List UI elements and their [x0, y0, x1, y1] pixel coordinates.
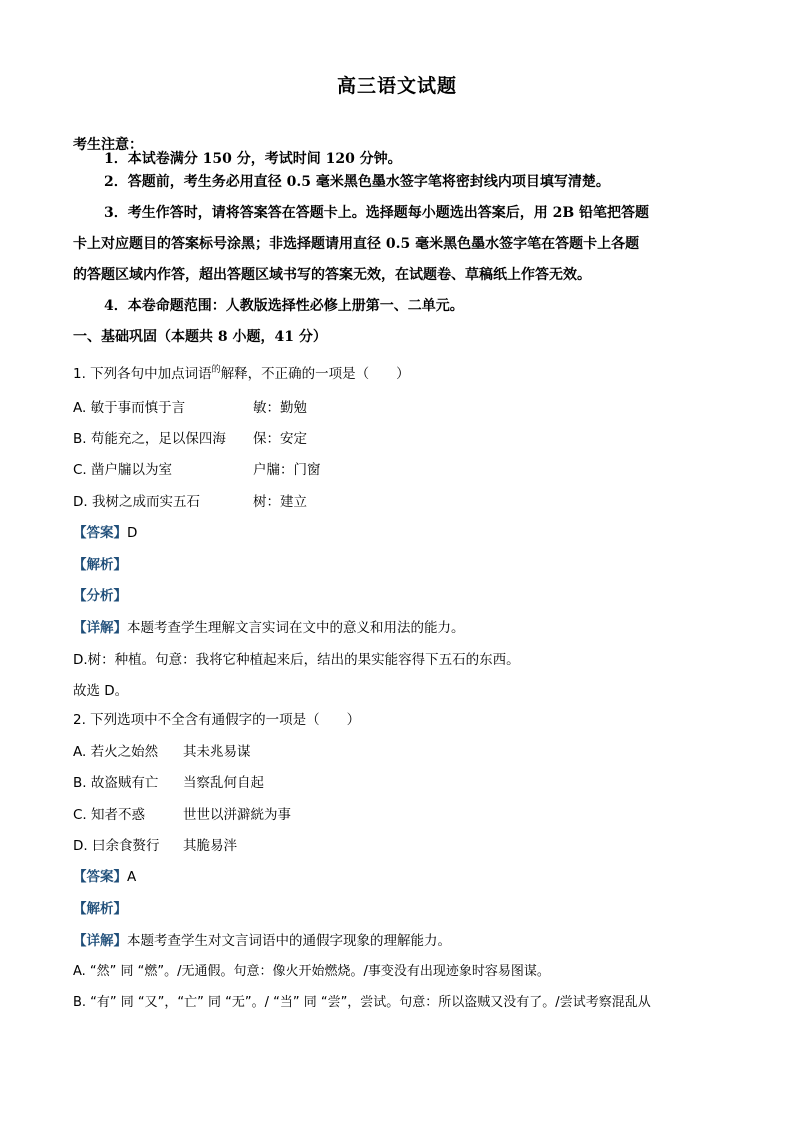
option-text: A. 若火之始然: [73, 744, 159, 760]
question-1-explain: D.树：种植。句意：我将它种植起来后，结出的果实能容得下五石的东西。: [73, 652, 520, 668]
notice-item-1: 1．本试卷满分 150 分，考试时间 120 分钟。: [104, 151, 402, 167]
option-gloss: 保：安定: [253, 431, 307, 447]
question-1-option-b: [73, 429, 307, 449]
question-1-stem: [73, 364, 410, 386]
answer-value: D: [127, 525, 138, 541]
option-text: B. 故盗贼有亡: [73, 775, 159, 791]
question-2-option-b: [73, 773, 264, 793]
question-2-analysis: [73, 899, 127, 919]
detail-text: 本题考查学生理解文言实词在文中的意义和用法的能力。: [127, 620, 465, 636]
question-2-option-c: [73, 805, 291, 825]
option-gloss: 其脆易泮: [183, 838, 237, 854]
answer-tag: 【答案】: [73, 525, 127, 541]
option-gloss: 树：建立: [253, 494, 307, 510]
notice-item-2: 2．答题前，考生务必用直径 0.5 毫米黑色墨水签字笔将密封线内项目填写清楚。: [104, 174, 610, 190]
option-gloss: 敏：勤勉: [253, 400, 307, 416]
detail-tag: 【详解】: [73, 933, 127, 949]
notice-item-3: 3．考生作答时，请将答案答在答题卡上。选择题每小题选出答案后，用 2B 铅笔把答题: [104, 205, 650, 221]
detail-tag: 【详解】: [73, 620, 127, 636]
question-1-detail: [73, 618, 465, 638]
option-text: D. 我树之成而实五石: [73, 494, 200, 510]
question-1-stem-a: 1. 下列各句中加点词语: [73, 366, 212, 382]
option-gloss: 世世以洴澼絖为事: [183, 807, 291, 823]
detail-text: 本题考查学生对文言词语中的通假字现象的理解能力。: [127, 933, 451, 949]
question-1-fenxi: [73, 586, 127, 606]
question-2-option-d: [73, 836, 237, 856]
question-2-explain-b: B. “有” 同 “又”，“亡” 同 “无”。/ “当” 同 “尝”，尝试。句意：所以盗贼又没有了。/尝试考察混乱从: [73, 995, 651, 1010]
option-gloss: 当察乱何自起: [183, 775, 264, 791]
question-1-analysis: [73, 555, 127, 575]
analysis-tag: 【解析】: [73, 557, 127, 573]
question-1-conclusion: 故选 D。: [73, 683, 129, 699]
option-text: C. 知者不惑: [73, 807, 146, 823]
option-gloss: 户牖：门窗: [253, 462, 321, 478]
option-text: D. 曰余食赘行: [73, 838, 160, 854]
question-2-stem: 2. 下列选项中不全含有通假字的一项是（ ）: [73, 712, 361, 728]
fenxi-tag: 【分析】: [73, 588, 127, 604]
page-title: 高三语文试题: [336, 75, 457, 97]
question-1-option-d: [73, 492, 307, 512]
question-1-stem-b: 解释，不正确的一项是（ ）: [220, 366, 410, 382]
question-1-answer: [73, 523, 137, 543]
analysis-tag: 【解析】: [73, 901, 127, 917]
option-text: B. 苟能充之，足以保四海: [73, 431, 226, 447]
answer-value: A: [127, 869, 137, 885]
question-2-answer: [73, 867, 136, 887]
question-2-explain-a: A. “然” 同 “燃”。/无通假。句意：像火开始燃烧。/事变没有出现迹象时容易图谋。: [73, 964, 550, 979]
option-gloss: 其未兆易谋: [183, 744, 251, 760]
answer-tag: 【答案】: [73, 869, 127, 885]
question-1-option-c: [73, 460, 321, 480]
section-heading: 一、基础巩固（本题共 8 小题，41 分）: [73, 329, 327, 345]
question-2-detail: [73, 931, 451, 951]
notice-item-3-cont-2: 的答题区域内作答，超出答题区域书写的答案无效，在试题卷、草稿纸上作答无效。: [73, 267, 591, 283]
notice-item-3-cont-1: 卡上对应题目的答案标号涂黑；非选择题请用直径 0.5 毫米黑色墨水签字笔在答题卡上各题: [73, 236, 640, 252]
question-2-option-a: [73, 742, 251, 762]
question-1-option-a: [73, 398, 307, 418]
question-1-stem-dot: 的: [211, 365, 221, 375]
option-text: C. 凿户牖以为室: [73, 462, 173, 478]
option-text: A. 敏于事而慎于言: [73, 400, 186, 416]
notice-heading: 考生注意：: [73, 137, 143, 153]
notice-item-4: 4．本卷命题范围：人教版选择性必修上册第一、二单元。: [104, 298, 464, 314]
